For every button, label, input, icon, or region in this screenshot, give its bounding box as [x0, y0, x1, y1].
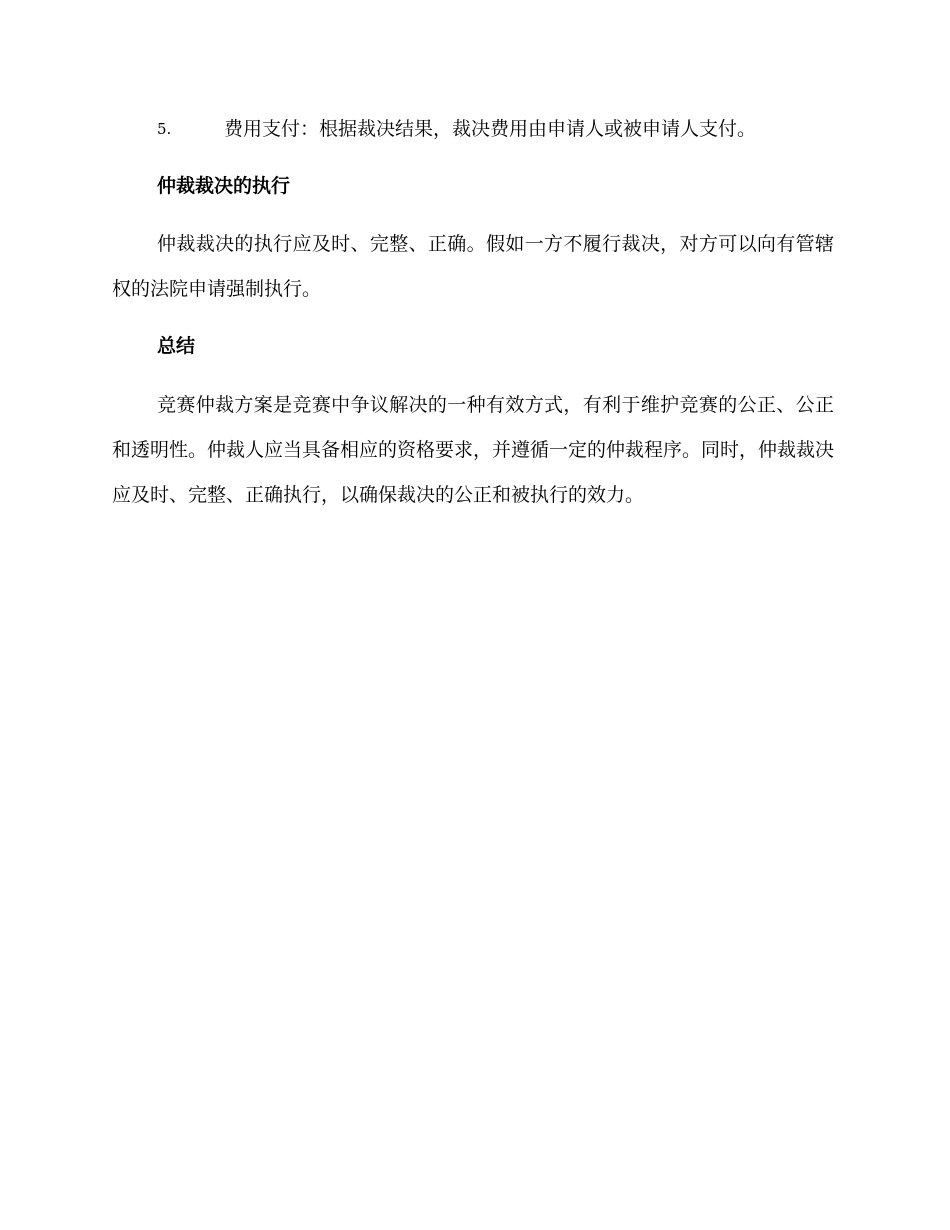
- list-item-fee-payment: [157, 114, 857, 144]
- section-heading-execution: 仲裁裁决的执行: [157, 175, 291, 197]
- list-item-number: 5.: [157, 120, 172, 138]
- section-heading-summary: 总结: [157, 335, 196, 357]
- paragraph-summary: 竞赛仲裁方案是竞赛中争议解决的一种有效方式，有利于维护竞赛的公正、公正和透明性。仲裁人应当具备相应的资格要求，并遵循一定的仲裁程序。同时，仲裁裁决应及时、完整、正确执行，以确保裁决的公正和被执行的效力。: [112, 394, 835, 506]
- paragraph-execution: 仲裁裁决的执行应及时、完整、正确。假如一方不履行裁决，对方可以向有管辖权的法院申请强制执行。: [112, 233, 834, 300]
- list-item-text: 费用支付：根据裁决结果，裁决费用由申请人或被申请人支付。: [224, 118, 757, 140]
